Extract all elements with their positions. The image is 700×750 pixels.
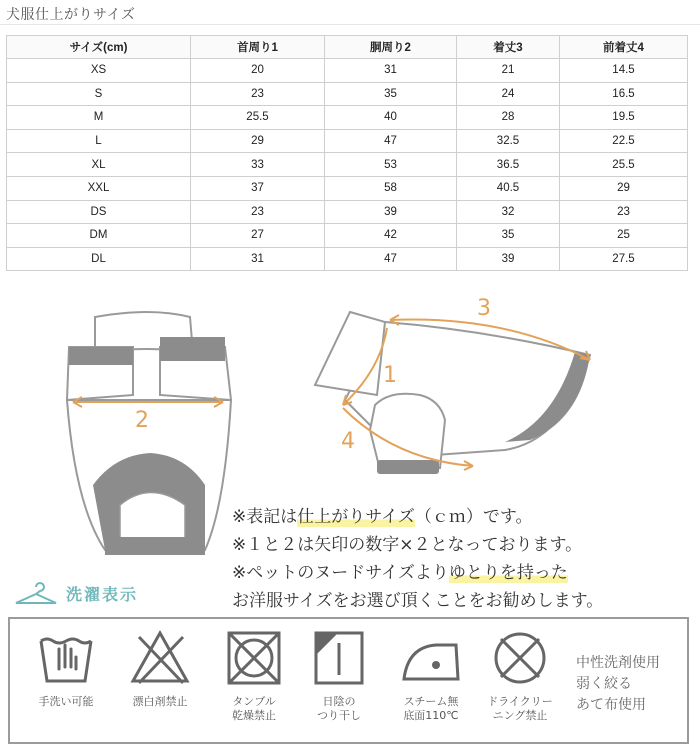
care-label: つり干し — [317, 709, 361, 722]
care-label: 漂白剤禁止 — [132, 695, 188, 708]
page-title: 犬服仕上がりサイズ — [6, 7, 136, 23]
note-highlight: ゆとりを持った — [448, 563, 568, 583]
table-cell: 28 — [457, 106, 560, 130]
front-leg — [370, 394, 445, 470]
table-cell: S — [7, 82, 191, 106]
header-neck: 首周り1 — [191, 36, 325, 59]
shade-line-dry-icon — [308, 627, 370, 687]
care-side-line: 弱く絞る — [576, 676, 632, 692]
table-cell: 32.5 — [457, 129, 560, 153]
care-label: タンブル — [232, 695, 276, 708]
marker-3: 3 — [477, 296, 491, 321]
care-label: 底面110℃ — [403, 709, 459, 722]
table-row — [7, 59, 688, 83]
table-cell: 35 — [457, 224, 560, 248]
note-text: ※表記は — [232, 507, 298, 527]
table-cell: XXL — [7, 176, 191, 200]
right-sleeve-cuff — [160, 337, 225, 361]
hanger-icon — [14, 581, 58, 605]
table-cell: 19.5 — [560, 106, 688, 130]
care-title — [14, 581, 138, 605]
care-label: スチーム無 — [403, 695, 459, 708]
iron-no-steam-icon — [396, 627, 466, 687]
table-row — [7, 82, 688, 106]
header-front-length: 前着丈4 — [560, 36, 688, 59]
table-cell: DL — [7, 247, 191, 271]
table-cell: 53 — [325, 153, 457, 177]
marker-1: 1 — [383, 363, 397, 388]
table-cell: 14.5 — [560, 59, 688, 83]
care-label: 乾燥禁止 — [232, 709, 276, 722]
care-label: ニング禁止 — [492, 709, 548, 722]
table-row — [7, 200, 688, 224]
table-cell: 31 — [191, 247, 325, 271]
table-cell: 58 — [325, 176, 457, 200]
header-chest: 胴周り2 — [325, 36, 457, 59]
table-cell: 22.5 — [560, 129, 688, 153]
title-divider — [0, 24, 700, 25]
side-view-diagram — [305, 290, 605, 480]
header-length: 着丈3 — [457, 36, 560, 59]
table-cell: 20 — [191, 59, 325, 83]
table-cell: 21 — [457, 59, 560, 83]
table-cell: 40 — [325, 106, 457, 130]
note-line-2: ※１と２は矢印の数字×２となっております。 — [232, 535, 583, 555]
care-label: ドライクリー — [487, 695, 553, 708]
table-cell: 32 — [457, 200, 560, 224]
table-cell: 23 — [191, 200, 325, 224]
care-item-shade-line-dry — [304, 627, 374, 723]
hand-wash-icon — [35, 627, 97, 687]
care-side-notes — [576, 653, 660, 716]
table-cell: 39 — [325, 200, 457, 224]
table-cell: 39 — [457, 247, 560, 271]
table-cell: 40.5 — [457, 176, 560, 200]
no-bleach-icon — [129, 627, 191, 687]
table-cell: L — [7, 129, 191, 153]
table-row — [7, 106, 688, 130]
care-item-no-tumble-dry — [214, 627, 294, 723]
note-line-3 — [232, 559, 603, 587]
care-label: 日陰の — [322, 695, 356, 708]
table-cell: 25.5 — [560, 153, 688, 177]
table-cell: 47 — [325, 247, 457, 271]
table-cell: XS — [7, 59, 191, 83]
table-cell: 35 — [325, 82, 457, 106]
table-row — [7, 224, 688, 248]
table-row — [7, 176, 688, 200]
note-text: （ｃｍ）です。 — [414, 507, 533, 527]
front-leg-cuff — [377, 460, 439, 474]
table-cell: 42 — [325, 224, 457, 248]
table-cell: 36.5 — [457, 153, 560, 177]
table-cell: XL — [7, 153, 191, 177]
table-row — [7, 153, 688, 177]
note-highlight: 仕上がりサイズ — [297, 507, 415, 527]
table-cell: 27 — [191, 224, 325, 248]
table-cell: DM — [7, 224, 191, 248]
marker-2: 2 — [135, 408, 149, 433]
note-line-4: お洋服サイズをお選び頂くことをお勧めします。 — [232, 591, 604, 611]
table-cell: 25.5 — [191, 106, 325, 130]
header-size: サイズ(cm) — [7, 36, 191, 59]
care-item-no-dry-clean — [480, 627, 560, 723]
care-side-line: 中性洗剤使用 — [576, 655, 660, 671]
table-cell: M — [7, 106, 191, 130]
table-cell: 33 — [191, 153, 325, 177]
note-text: ※ペットのヌードサイズより — [232, 563, 449, 583]
side-collar — [315, 312, 385, 395]
front-view-diagram — [55, 305, 245, 570]
left-sleeve-cuff — [69, 347, 133, 365]
care-item-iron — [386, 627, 476, 723]
care-item-no-bleach — [120, 627, 200, 709]
table-cell: 23 — [560, 200, 688, 224]
table-cell: 23 — [191, 82, 325, 106]
care-side-line: あて布使用 — [576, 697, 646, 713]
table-cell: 25 — [560, 224, 688, 248]
no-dry-clean-icon — [489, 627, 551, 687]
care-label: 手洗い可能 — [38, 695, 94, 708]
table-row — [7, 247, 688, 271]
table-cell: 16.5 — [560, 82, 688, 106]
care-item-hand-wash — [30, 627, 102, 709]
table-cell: 29 — [560, 176, 688, 200]
table-cell: 31 — [325, 59, 457, 83]
table-cell: 37 — [191, 176, 325, 200]
care-title-text: 洗濯表示 — [66, 584, 139, 604]
table-header-row — [7, 36, 688, 59]
hem-band — [105, 537, 205, 555]
table-cell: 24 — [457, 82, 560, 106]
note-line-1 — [232, 503, 603, 531]
no-tumble-dry-icon — [223, 627, 285, 687]
table-cell: 47 — [325, 129, 457, 153]
table-row — [7, 129, 688, 153]
table-cell: 29 — [191, 129, 325, 153]
size-table — [6, 35, 688, 271]
care-symbols-panel — [8, 617, 689, 744]
notes-block — [232, 503, 603, 615]
table-cell: 27.5 — [560, 247, 688, 271]
marker-4: 4 — [341, 429, 355, 454]
table-cell: DS — [7, 200, 191, 224]
